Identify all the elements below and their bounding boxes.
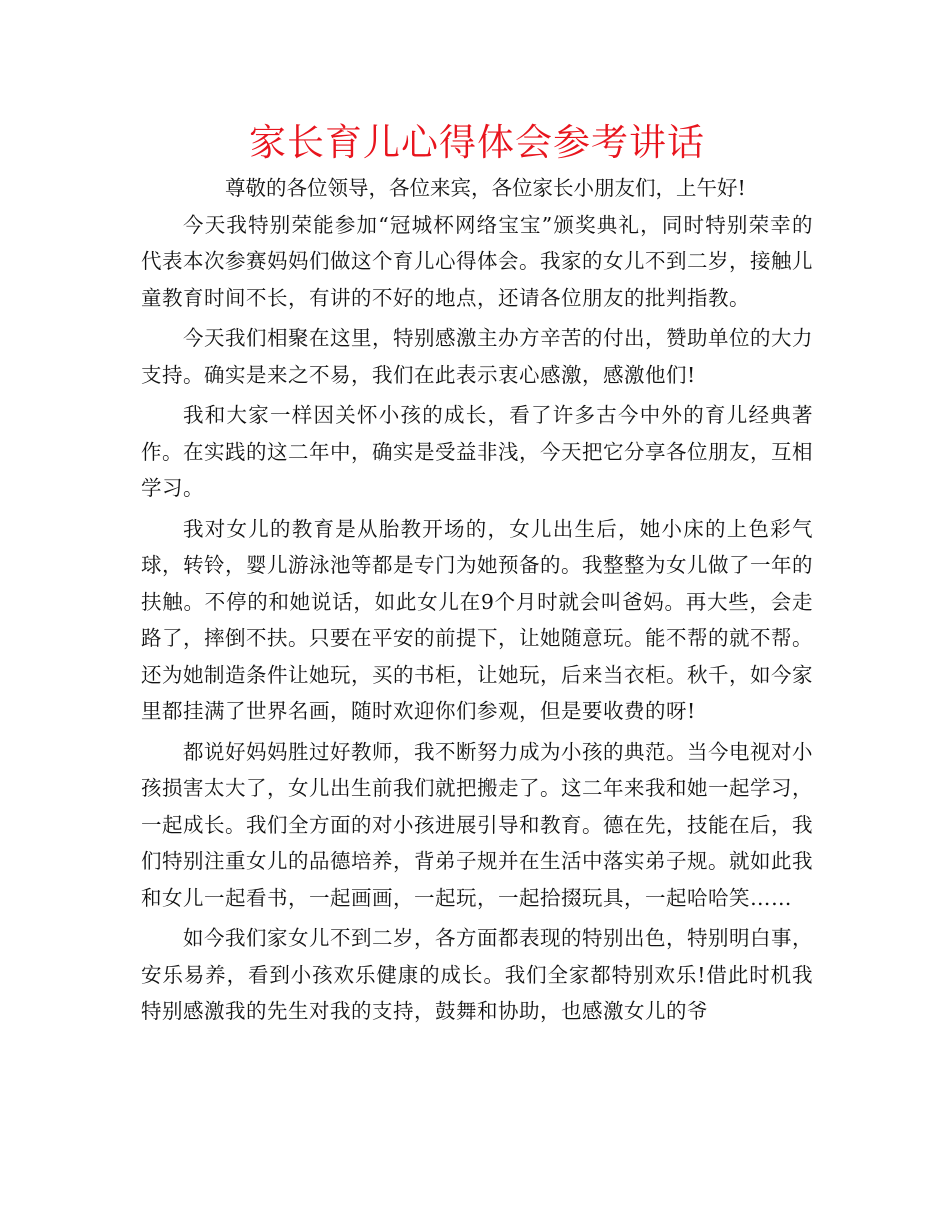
paragraph-3: 我和大家一样因关怀小孩的成长，看了许多古今中外的育儿经典著作。在实践的这二年中，确实是受益非浅，今天把它分享各位朋友，互相学习。 [141,403,813,500]
paragraph-6: 如今我们家女儿不到二岁，各方面都表现的特别出色，特别明白事，安乐易养，看到小孩欢乐健康的成长。我们全家都特别欢乐!借此时机我特别感激我的先生对我的支持，鼓舞和协助，也感激女儿的爷 [141,926,813,1023]
paragraph-2: 今天我们相聚在这里，特别感激主办方辛苦的付出，赞助单位的大力支持。确实是来之不易，我们在此表示衷心感激，感激他们! [141,326,813,387]
greeting-line: 尊敬的各位领导，各位来宾，各位家长小朋友们，上午好! [225,176,746,200]
paragraph-5: 都说好妈妈胜过好教师，我不断努力成为小孩的典范。当今电视对小孩损害太大了，女儿出生前我们就把搬走了。这二年来我和她一起学习，一起成长。我们全方面的对小孩进展引导和教育。德在先，技能在后，我们特别注重女儿的品德培养，背弟子规并在生活中落实弟子规。就如此我和女儿一起看书，一起画画，一起玩，一起拾掇玩具，一起哈哈笑…… [141,739,813,910]
document-title: 家长育儿心得体会参考讲话 [249,121,705,164]
paragraph-1: 今天我特别荣能参加“冠城杯网络宝宝”颁奖典礼，同时特别荣幸的代表本次参赛妈妈们做这个育儿心得体会。我家的女儿不到二岁，接触儿童教育时间不长，有讲的不好的地点，还请各位朋友的批判指教。 [141,212,813,310]
paragraph-4: 我对女儿的教育是从胎教开场的，女儿出生后，她小床的上色彩气球，转铃，婴儿游泳池等都是专门为她预备的。我整整为女儿做了一年的扶触。不停的和她说话，如此女儿在9个月时就会叫爸妈。再大些，会走路了，摔倒不扶。只要在平安的前提下，让她随意玩。能不帮的就不帮。还为她制造条件让她玩，买的书柜，让她玩，后来当衣柜。秋千，如今家里都挂满了世界名画，随时欢迎你们参观，但是要收费的呀! [141,516,813,723]
document-page [141,118,813,1030]
